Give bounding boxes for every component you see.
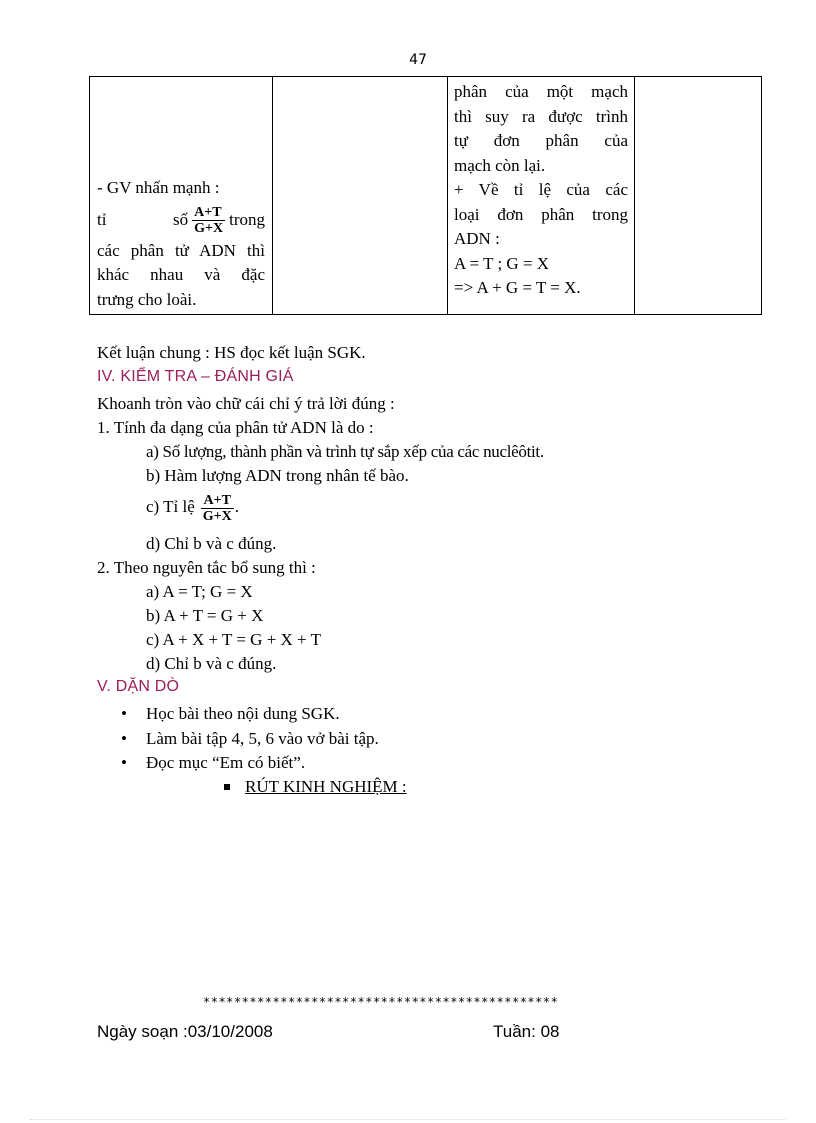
list-item: • Đọc mục “Em có biết”. [146,751,305,775]
q1-fraction [201,493,234,524]
col1-line1: - GV nhấn mạnh : [97,178,220,197]
page-number: 47 [409,52,427,68]
col3-line8: A = T ; G = X [454,253,550,273]
square-bullet-icon [224,784,230,790]
col3-line7: ADN : [454,229,500,248]
table-cell-student [448,77,635,315]
col1-line4: khác nhau và đặc [97,265,265,284]
q1-question: 1. Tính đa dạng của phân tử ADN là do : [97,418,374,437]
q2-option-d: d) Chỉ b và c đúng. [146,654,277,673]
table-cell-teacher [90,77,273,315]
fraction-denominator: G+X [194,221,224,237]
col3-line1: phân của một mạch [454,82,628,101]
list-item: • Học bài theo nội dung SGK. [146,702,340,726]
date-label: Ngày soạn :03/10/2008 [97,1022,273,1041]
col1-ratio-suffix: trong [229,209,265,229]
fraction-numerator: A+T [192,205,225,221]
q2-option-a: a) A = T; G = X [146,582,253,601]
col3-line4: mạch còn lại. [454,155,546,175]
fraction-denominator: G+X [202,508,232,524]
col1-line5: trưng cho loài. [97,289,197,309]
col3-line5: + Về tỉ lệ của các [454,180,628,199]
instruction-text: Khoanh tròn vào chữ cái chỉ ý trả lời đúng : [97,394,395,413]
q1-option-a: a) Số lượng, thành phần và trình tự sắp xếp của các nuclêôtit. [146,442,544,461]
section5-heading: V. DẶN DÒ [97,678,180,695]
col3-line6: loại đơn phân trong [454,204,628,224]
q1-option-c-suffix: . [234,497,240,516]
experience-heading: RÚT KINH NGHIỆM : [245,777,407,796]
col1-ratio-line [97,201,265,239]
q1-option-c-prefix: c) Tỉ lệ [146,497,195,516]
week-label: Tuần: 08 [493,1022,560,1041]
fraction-numerator: A+T [201,493,234,509]
lesson-table [89,76,762,315]
col3-line2: thì suy ra được trình [454,106,628,126]
col3-line9: => A + G = T = X. [454,278,581,297]
page-bottom-divider [30,1119,786,1120]
q2-question: 2. Theo nguyên tắc bổ sung thì : [97,558,316,577]
q2-option-c: c) A + X + T = G + X + T [146,630,321,649]
table-cell-empty [273,77,448,315]
section4-heading: IV. KIỂM TRA – ĐÁNH GIÁ [97,368,294,385]
q2-option-b: b) A + T = G + X [146,606,264,625]
q1-option-b: b) Hàm lượng ADN trong nhân tế bào. [146,466,409,485]
q1-option-c [146,490,239,524]
col1-ratio-prefix: tỉ số [97,209,189,229]
q1-option-d: d) Chỉ b và c đúng. [146,534,277,553]
conclusion-text: Kết luận chung : HS đọc kết luận SGK. [97,343,366,362]
table-cell-empty-right [635,77,762,315]
list-item: • Làm bài tập 4, 5, 6 vào vở bài tập. [146,727,379,751]
col3-line3: tự đơn phân của [454,131,628,150]
col1-line3: các phân tử ADN thì [97,240,265,260]
separator-stars: ********************************************** [203,995,559,1009]
ratio-fraction [192,205,225,236]
